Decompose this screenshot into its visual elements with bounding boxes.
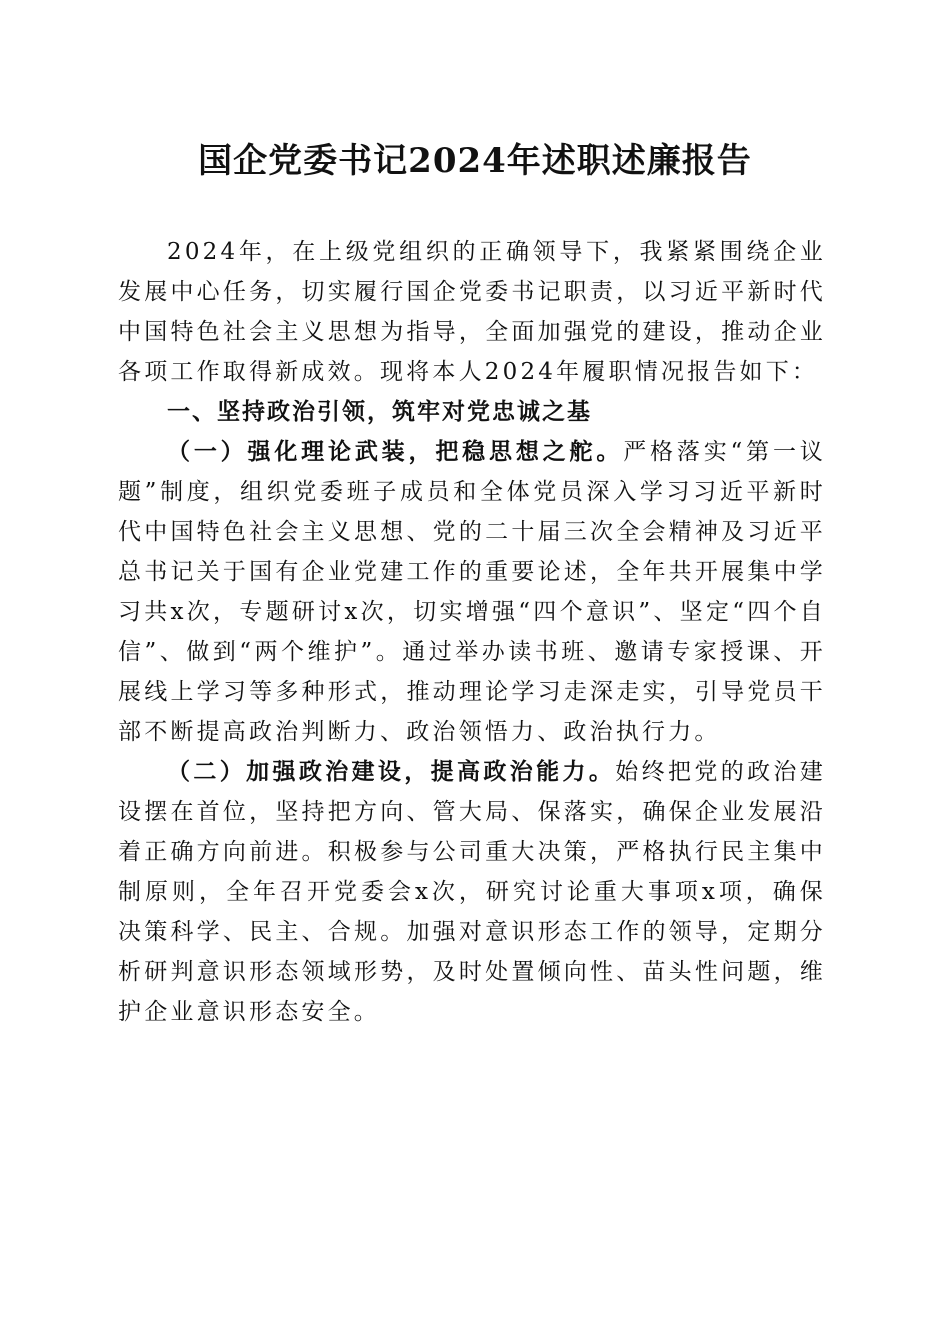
document-title: 国企党委书记2024年述职述廉报告 [198, 141, 752, 181]
item-2-body: 始终把党的政治建设摆在首位，坚持把方向、管大局、保落实，确保企业发展沿着正确方向前进。积极参与公司重大决策，严格执行民主集中制原则，全年召开党委会x次，研究讨论重大事项x项，确保决策科学、民主、合规。加强对意识形态工作的领导，定期分析研判意识形态领域形势，及时处置倾向性、苗头性问题，维护企业意识形态安全。 [118, 759, 826, 1025]
item-2-lead: （二）加强政治建设，提高政治能力。 [167, 758, 616, 785]
item-1-lead: （一）强化理论武装，把稳思想之舵。 [167, 438, 624, 465]
intro-paragraph: 2024年，在上级党组织的正确领导下，我紧紧围绕企业发展中心任务，切实履行国企党委书记职责，以习近平新时代中国特色社会主义思想为指导，全面加强党的建设，推动企业各项工作取得新成效。现将本人2024年履职情况报告如下： [118, 239, 826, 385]
section-item-2 [118, 752, 826, 1032]
item-1-body: 严格落实“第一议题”制度，组织党委班子成员和全体党员深入学习习近平新时代中国特色社会主义思想、党的二十届三次全会精神及习近平总书记关于国有企业党建工作的重要论述，全年共开展集中学习共x次，专题研讨x次，切实增强“四个意识”、坚定“四个自信”、做到“两个维护”。通过举办读书班、邀请专家授课、开展线上学习等多种形式，推动理论学习走深走实，引导党员干部不断提高政治判断力、政治领悟力、政治执行力。 [118, 439, 827, 745]
section-heading: 一、坚持政治引领，筑牢对党忠诚之基 [167, 399, 592, 425]
document-body [118, 232, 826, 1032]
section-item-1 [118, 432, 826, 752]
